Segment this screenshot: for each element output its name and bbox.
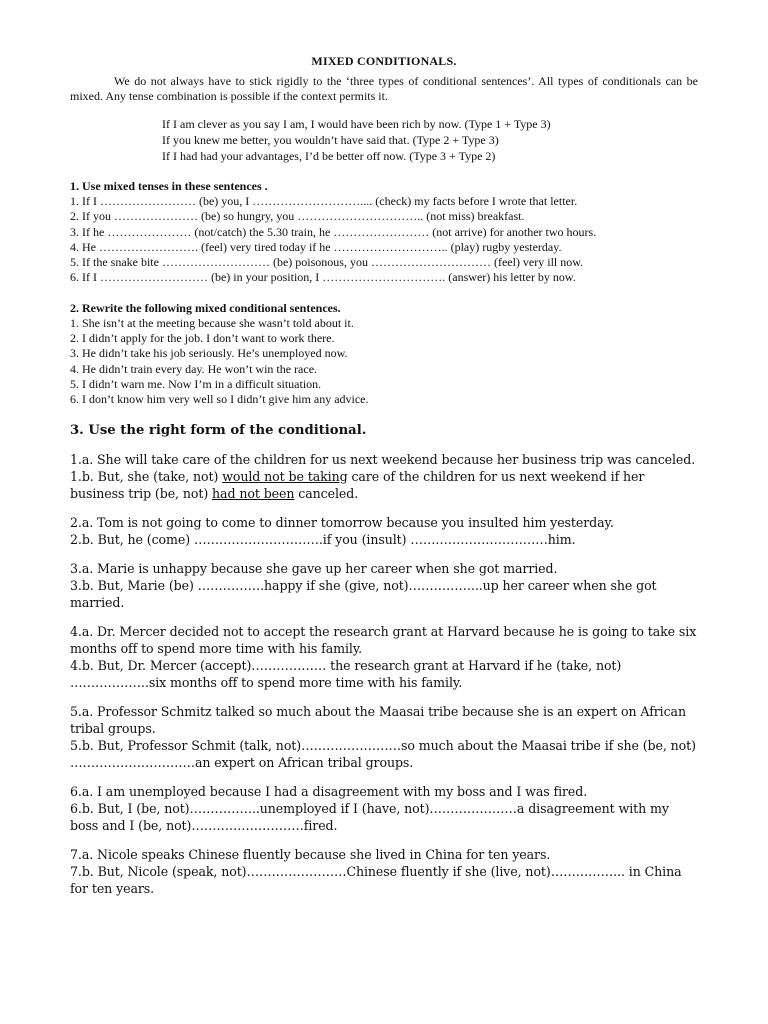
exercise-sentence-b: 5.b. But, Professor Schmit (talk, not)……………………so much about the Maasai tribe if she (be, not) …………………………an expert on African tribal groups. bbox=[70, 737, 696, 770]
list-item: 6. If I ……………………… (be) in your position, I …………………………. (answer) his letter by now. bbox=[70, 270, 576, 285]
section-1-heading: 1. Use mixed tenses in these sentences . bbox=[70, 179, 268, 193]
exercise-2 bbox=[70, 514, 698, 548]
list-item: 1. She isn’t at the meeting because she wasn’t told about it. bbox=[70, 315, 354, 330]
exercise-sentence-a: 7.a. Nicole speaks Chinese fluently because she lived in China for ten years. bbox=[70, 846, 551, 862]
exercise-6 bbox=[70, 783, 698, 834]
sample-answer: had not been bbox=[212, 485, 295, 501]
list-item: 4. He ……………………. (feel) very tired today if he ……………………….. (play) rugby yesterday. bbox=[70, 239, 562, 254]
exercise-sentence-b: 3.b. But, Marie (be) …………….happy if she (give, not)……………...up her career when she got married. bbox=[70, 577, 657, 610]
section-3-heading: 3. Use the right form of the conditional. bbox=[70, 422, 367, 438]
list-item: 3. He didn’t take his job seriously. He’s unemployed now. bbox=[70, 346, 348, 361]
exercise-sentence-b: 6.b. But, I (be, not)……………..unemployed if I (have, not)…………………a disagreement with my boss and I (be, not)………………………fired. bbox=[70, 800, 669, 833]
example-line: If I am clever as you say I am, I would have been rich by now. (Type 1 + Type 3) bbox=[162, 117, 551, 131]
section-2-list bbox=[70, 316, 698, 408]
exercise-sentence-a: 6.a. I am unemployed because I had a disagreement with my boss and I was fired. bbox=[70, 783, 588, 799]
list-item: 2. If you ………………… (be) so hungry, you ………………………….. (not miss) breakfast. bbox=[70, 209, 525, 224]
exercise-sentence-b: 2.b. But, he (come) ………………………….if you (insult) ……………………………him. bbox=[70, 531, 576, 547]
exercise-7 bbox=[70, 846, 698, 897]
exercise-sentence-a: 4.a. Dr. Mercer decided not to accept the research grant at Harvard because he is going to take six months off to spend more time with his family. bbox=[70, 623, 697, 656]
page-title: MIXED CONDITIONALS. bbox=[311, 54, 457, 68]
list-item: 5. I didn’t warn me. Now I’m in a difficult situation. bbox=[70, 376, 322, 391]
exercise-3 bbox=[70, 560, 698, 611]
exercise-sentence-a: 3.a. Marie is unhappy because she gave up her career when she got married. bbox=[70, 560, 558, 576]
section-1-list bbox=[70, 194, 698, 286]
sentence-part: care of the children for us next weekend if her business trip (be, not) bbox=[70, 468, 645, 501]
example-line: If you knew me better, you wouldn’t have said that. (Type 2 + Type 3) bbox=[162, 133, 499, 147]
list-item: 5. If the snake bite ……………………… (be) poisonous, you ………………………… (feel) very ill now. bbox=[70, 255, 584, 270]
exercise-1 bbox=[70, 451, 698, 502]
exercise-sentence-b: 7.b. But, Nicole (speak, not)……………………Chinese fluently if she (live, not)……………... in China for ten years. bbox=[70, 863, 682, 896]
list-item: 3. If he ………………… (not/catch) the 5.30 train, he …………………… (not arrive) for another two hours. bbox=[70, 224, 597, 239]
exercise-5 bbox=[70, 703, 698, 771]
list-item: 6. I don’t know him very well so I didn’t give him any advice. bbox=[70, 392, 369, 407]
intro-paragraph: We do not always have to stick rigidly to the ‘three types of conditional sentences’. All types of conditionals can be mixed. Any tense combination is possible if the context permits it. bbox=[70, 74, 698, 103]
exercise-sentence-b bbox=[70, 468, 698, 502]
example-line: If I had had your advantages, I’d be better off now. (Type 3 + Type 2) bbox=[162, 149, 496, 163]
list-item: 4. He didn’t train every day. He won’t win the race. bbox=[70, 361, 318, 376]
exercise-sentence-a: 5.a. Professor Schmitz talked so much about the Maasai tribe because she is an expert on African tribal groups. bbox=[70, 703, 686, 736]
sentence-part: 1.b. But, she (take, not) bbox=[70, 468, 223, 484]
list-item: 1. If I …………………… (be) you, I ……………………….... (check) my facts before I wrote that letter. bbox=[70, 194, 578, 208]
examples-block bbox=[162, 116, 698, 164]
list-item: 2. I didn’t apply for the job. I don’t want to work there. bbox=[70, 331, 335, 346]
exercise-4 bbox=[70, 623, 698, 691]
exercise-sentence-a: 1.a. She will take care of the children for us next weekend because her business trip was canceled. bbox=[70, 451, 696, 467]
sentence-part: canceled. bbox=[294, 485, 359, 501]
section-2-heading: 2. Rewrite the following mixed conditional sentences. bbox=[70, 300, 341, 315]
exercise-sentence-a: 2.a. Tom is not going to come to dinner tomorrow because you insulted him yesterday. bbox=[70, 514, 614, 530]
exercise-sentence-b: 4.b. But, Dr. Mercer (accept)……………… the research grant at Harvard if he (take, not) ……………….six months off to spend more time with his family. bbox=[70, 657, 622, 690]
sample-answer: would not be taking bbox=[222, 468, 348, 484]
